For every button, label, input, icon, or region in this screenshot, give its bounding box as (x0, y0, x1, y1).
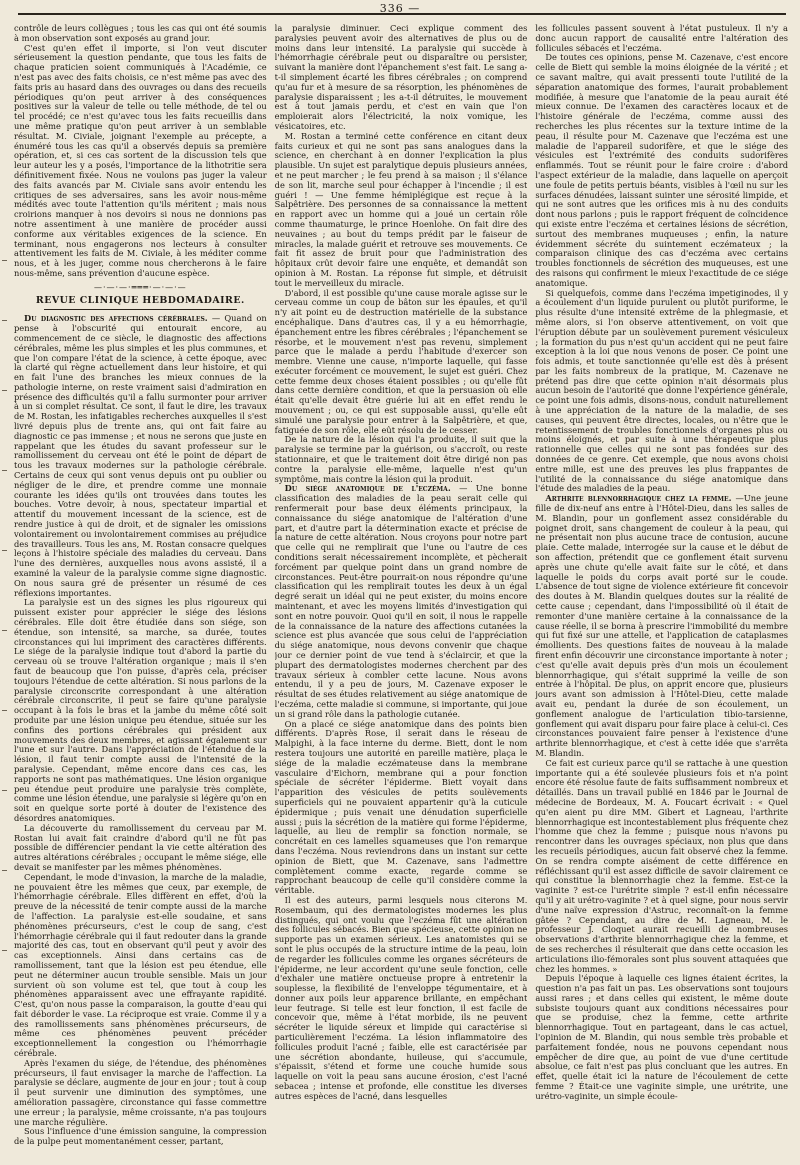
article-heading: Arthrite blennorrhagique chez la femme. (545, 493, 732, 504)
paragraph: Il est des auteurs, parmi lesquels nous citerons M. Rosembaum, qui des dermatologistes modernes les plus distingués, qui ont voulu que l'eczéma fût une altération des follicules sébacés. Bien que spécieuse, cette opinion ne supporte pas un examen sérieux. Les anatomistes qui se sont le plus occupés de la structure intime de la peau, loin de regarder les follicules comme les organes sécréteurs de l'épiderme, ne leur accordent qu'une seule fonction, celle d'exhaler une matière onctueuse propre à entretenir la souplesse, la flexibilité de l'enveloppe tégumentaire, et à donner aux poils leur apparence brillante, en empêchant leur feutrage. Si telle est leur fonction, il est facile de concevoir que, même à l'état morbide, ils ne peuvent sécréter le liquide séreux et limpide qui caractérise si particulièrement l'eczéma. La lésion inflammatoire des follicules produit l'acné ; faible, elle est caractérisée par une sécrétion abondante, huileuse, qui s'accumule, s'épaissit, s'étend et forme une couche humide sous laquelle on voit la peau sans aucune érosion, c'est l'acné sebacea ; intense et profonde, elle constitue les diverses autres espèces de l'acné, dans lesquelles (274, 894, 528, 1101)
paragraph (275, 484, 528, 719)
paragraph: Si quelquefois, comme dans l'eczéma impetiginodes, il y a écoulement d'un liquide purulent ou plutôt puriforme, le plus résulte d'une intensité extrême de la phlegmasie, et même alors, si l'on observe attentivement, on voit que l'éruption débute par un soulèvement purement vésiculeux ; la formation du pus n'est qu'un accident qui ne peut faire exception à la loi que nous venons de poser. Ce point une fois admis, et toute sanctionnée qu'elle est dès à présent par les faits nombreux de la pratique, M. Cazenave ne prétend pas dire que cette opinion n'ait désormais plus aucun besoin de l'autorité que donne l'expérience générale, ce point une fois admis, disons-nous, conduit naturellement à une appréciation de la nature de la maladie, de ses causes, qui peuvent être directes, locales, ou n'être que le retentissement de troubles fonctionnels d'organes plus ou moins éloignés, et par suite à une thérapeutique plus rationnelle que celles qui ne sont pas fondées sur des données de ce genre. Cet exemple, que nous avons choisi entre mille, est une des preuves les plus frappantes de l'utilité de la connaissance du siége anatomique dans l'étude des maladies de la peau. (535, 287, 788, 494)
paragraph-text: — Une bonne classification des maladies de la peau serait celle qui renfermerait pour base deux éléments principaux, la connaissance du siége anatomique de l'altération d'une part, et d'autre part la détermination exacte et précise de la nature de cette altération. Nous croyons pour notre part que celle qui ne remplirait que l'une ou l'autre de ces conditions serait nécessairement incomplète, et pècherait forcément par quelque point dans un grand nombre de circonstances. Peut-être pourrait-on nous répondre qu'une classification qui les remplirait toutes les deux à un égal degré serait un idéal qui ne peut exister, du moins encore maintenant, et avec les moyens limités d'investigation qui sont en notre pouvoir. Quoi qu'il en soit, il nous le rappelle de la connaissance de la nature des affections cutanées la science est plus avancée que sous celui de l'appréciation du siége anatomique, nous devons convenir que chaque jour ce dernier point de vue tend à s'éclaircir, et que la plupart des dermatologistes modernes cherchent par des travaux sérieux à combler cette lacune. Nous avons entendu, il y a peu de jours, M. Cazenave exposer le résultat de ses études relativement au siége anatomique de l'eczéma, cette maladie si commune, si importante, qui joue un si grand rôle dans la pathologie cutanée. (274, 483, 528, 719)
paragraph-text: — Quand on pense à l'obscurité qui entourait encore, au commencement de ce siècle, le diagnostic des affections cérébrales, même les plus simples et les plus communes, et que l'on compare l'état de la science, à cette époque, avec la clarté qui règne actuellement dans leur histoire, et qui en fait l'une des branches les mieux connues de la pathologie interne, on reste vraiment saisi d'admiration en présence des difficultés qu'il a fallu surmonter pour arriver à un si complet résultat. Ce sont, il faut le dire, les travaux de M. Rostan, les infatigables recherches auxquelles il s'est livré depuis plus de trente ans, qui ont fait faire au diagnostic ce pas immense ; et nous ne serons que juste en rappelant que les études du savant professeur sur le ramollissement du cerveau ont été le point de départ de tous les travaux modernes sur la pathologie cérébrale. Certains de ceux qui sont venus depuis ont pu oublier ou négliger de le dire, et prendre comme une monnaie courante les idées qu'ils ont trouvées dans toutes les bouches. Votre devoir, à nous, spectateur impartial et attentif du mouvement incessant de la science, est de rendre justice à qui de droit, et de signaler les omissions volontairement ou involontairement commises au préjudice des travailleurs. Tous les ans, M. Rostan consacre quelques leçons à l'histoire spéciale des maladies du cerveau. Dans l'une des dernières, auxquelles nous avons assisté, il a examiné la valeur de la paralysie comme signe diagnostic. On nous saura gré de présenter un résumé de ces réflexions importantes. (14, 313, 267, 598)
section-divider (44, 309, 237, 310)
article-heading: Du diagnostic des affections cérébrales. (24, 313, 208, 324)
paragraph: la paralysie diminuer. Ceci explique comment des paralysies peuvent avoir des alternatives de plus ou de moins dans leur intensité. La paralysie qui succède à l'hémorrhagie cérébrale peut ou disparaître ou persister, suivant la manière dont l'épanchement s'est fait. Le sang a-t-il simplement écarté les fibres cérébrales ; on comprend qu'au fur et à mesure de sa résorption, les phénomènes de paralysie disparaissent ; les a-t-il détruites, le mouvement est à tout jamais perdu, et c'est en vain que l'on emploierait alors l'électricité, la noix vomique, les vésicatoires, etc. (274, 24, 528, 131)
paragraph (535, 494, 788, 759)
paragraph: La découverte du ramollissement du cerveau par M. Rostan lui avait fait craindre d'abord qu'il ne fût pas possible de différencier pendant la vie cette altération des autres altérations cérébrales ; occupant le même siége, elle devait se manifester par les mêmes phénomènes. (14, 822, 267, 872)
section-ornament: —·—·—·═══·—·—·— (93, 282, 187, 292)
paragraph: Après l'examen du siége, de l'étendue, des phénomènes précurseurs, il faut envisager la marche de l'affection. La paralysie se déclare, augmente de jour en jour ; tout à coup il peut survenir une diminution des symptômes, une amélioration passagère, circonstance qui fasse commettre une erreur ; la paralysie, même croissante, n'a pas toujours une marche régulière. (14, 1057, 267, 1127)
paragraph: De toutes ces opinions, pense M. Cazenave, c'est encore celle de Biett qui semble la moins éloignée de la vérité ; et ce savant maître, qui avait pressenti toute l'utilité de la séparation anatomique des formes, l'aurait probablement modifiée, à mesure que l'anatomie de la peau aurait été mieux connue. De l'examen des caractères locaux et de l'histoire générale de l'eczéma, comme aussi des recherches les plus récentes sur la texture intime de la peau, il résulte pour M. Cazenave que l'eczéma est une maladie de l'appareil sudorifère, et que le siége des vésicules est l'extrémité des conduits sudorifères enflammés. Tout se réunit pour le faire croire : d'abord l'aspect extérieur de la maladie, dans laquelle on aperçoit une foule de petits pertuis béants, visibles à l'œil nu sur les surfaces dénudées, laissant suinter une sérosité limpide, et qui ne sont autres que les orifices mis à nu des conduits dont nous parlons ; puis le rapport fréquent de coïncidence qui existe entre l'eczéma et certaines lésions de sécrétion, surtout des membranes muqueuses ; enfin, la nature évidemment sécréte du suintement eczémateux ; la comparaison clinique des cas d'eczéma avec certains troubles fonctionnels de sécrétion des muqueuses, est une des raisons qui confirment le mieux l'exactitude de ce siége anatomique. (535, 52, 788, 288)
paragraph: La paralysie est un des signes les plus rigoureux qui puissent exister pour apprécier le siége des lésions cérébrales. Elle doit être étudiée dans son siége, son étendue, son intensité, sa marche, sa durée, toutes circonstances qui lui impriment des caractères différents. Le siége de la paralysie indique tout d'abord la partie du cerveau où se trouve l'altération organique ; mais il s'en faut de beaucoup que l'on puisse, d'après cela, préciser toujours l'étendue de cette altération. Si nous parlons de la paralysie circonscrite correspondant à une altération cérébrale circonscrite, il peut se faire qu'une paralysie occupant à la fois le bras et la jambe du même côté soit produite par une lésion unique peu étendue, située sur les confins des portions cérébrales qui président aux mouvements des deux membres, et agissant également sur l'une et sur l'autre. Dans l'appréciation de l'étendue de la lésion, il faut tenir compte aussi de l'intensité de la paralysie. Cependant, même encore dans ces cas, les rapports ne sont pas mathématiques. Une lésion organique peu étendue peut produire une paralysie très complète, comme une lésion étendue, une paralysie si légère qu'on en soit en quelque sorte porté à douter de l'existence des désordres anatomiques. (14, 597, 267, 823)
column-1 (14, 24, 267, 1154)
column-2 (275, 24, 528, 1154)
header-rule (18, 13, 786, 15)
paragraph (14, 314, 267, 598)
section-title: REVUE CLINIQUE HEBDOMADAIRE. (35, 294, 245, 306)
paragraph-text: —Une jeune fille de dix-neuf ans entre à l'Hôtel-Dieu, dans les salles de M. Blandin, pour un gonflement assez considérable du poignet droit, sans changement de couleur à la peau, qui ne présentait non plus aucune trace de contusion, aucune plaie. Cette malade, interrogée sur la cause et le début de son affection, prétendit que ce gonflement était survenu après une chute qu'elle avait faite sur le côté, et dans laquelle le poids du corps avait porté sur le coude. L'absence de tout signe de violence extérieure fit concevoir des doutes à M. Blandin quelques doutes sur la réalité de cette cause ; cependant, dans l'impossibilité où il était de remonter d'une manière certaine à la connaissance de la cause réelle, il se borna à prescrire l'immobilité du membre qui fut fixé sur une attelle, et l'application de cataplasmes émollients. Des questions faites de nouveau à la malade firent enfin découvrir une circonstance importante à noter ; c'est qu'elle avait depuis près d'un mois un écoulement blennorrhagique, qui s'était supprimé la veille de son entrée à l'hôpital. De plus, on apprit encore que, plusieurs jours avant son admission à l'Hôtel-Dieu, cette malade avait eu, pendant la durée de son écoulement, un gonflement analogue de l'articulation tibio-tarsienne, gonflement qui avait disparu pour faire place à celui-ci. Ces circonstances pouvaient faire penser à l'existence d'une arthrite blennorrhagique, et c'est à cette idée que s'arrêta M. Blandin. (535, 493, 788, 758)
article-heading: Du siége anatomique de l'eczéma. (284, 483, 451, 494)
paragraph: contrôle de leurs collègues ; tous les cas qui ont été soumis à mon observation sont exposés au grand jour. (14, 24, 267, 43)
paragraph: Depuis l'époque à laquelle ces lignes étaient écrites, la question n'a pas fait un pas. Les observations sont toujours aussi rares ; et dans celles qui existent, le même doute subsiste toujours quant aux conditions nécessaires pour que se produise, chez la femme, cette arthrite blennorrhagique. Tout en partageant, dans le cas actuel, l'opinion de M. Blandin, qui nous semble très probable et parfaitement fondée, nous ne pouvons cependant nous empêcher de dire que, au point de vue d'une certitude absolue, ce fait n'est pas plus concluant que les autres. En effet, quelle était ici la nature de l'écoulement de cette femme ? Était-ce une vaginite simple, une urétrite, une urétro-vaginite, un simple écoule- (535, 973, 788, 1101)
paragraph: D'abord, il est possible qu'une cause morale agisse sur le cerveau comme un coup de bâton sur les épaules, et qu'il n'y ait point eu de destruction matérielle de la substance encéphalique. Dans d'autres cas, il y a eu hémorrhagie, épanchement entre les fibres cérébrales ; l'épanchement se résorbe, et le mouvement n'est pas revenu, simplement parce que le malade a perdu l'habitude d'exercer son membre. Vienne une cause, n'importe laquelle, qui fasse exécuter forcément ce mouvement, le sujet est guéri. Chez cette femme deux choses étaient possibles ; ou qu'elle fût dans cette dernière condition, et que la persuasion où elle était qu'elle devait être guérie lui ait en effet rendu le mouvement ; ou, ce qui est supposable aussi, qu'elle eût simulé une paralysie pour entrer à la Salpêtrière, et que, fatiguée de son rôle, elle eût résolu de le cesser. (274, 287, 528, 435)
column-3 (535, 24, 788, 1154)
paragraph: C'est qu'en effet il importe, si l'on veut discuter sérieusement la question pendante, que tous les faits de chaque praticien soient communiqués à l'Académie, ce n'est pas avec des faits choisis, ce n'est même pas avec des faits pris au hasard dans des ouvrages ou dans des recueils périodiques qu'on peut arriver à des conséquences positives sur la valeur de telle ou telle méthode, de tel ou tel procédé; ce n'est qu'avec tous les faits recueillis dans une même pratique qu'on peut arriver à un semblable résultat. M. Civiale, joignant l'exemple au précepte, a énuméré tous les cas qu'il a observés depuis sa première opération, et, si ces cas sortent de la discussion tels que leur auteur les y a posés, l'importance de la lithotritie sera définitivement fixée. Nous ne voulons pas juger la valeur des faits avancés par M. Civiale sans avoir entendu les critiques de ses adversaires, sans les avoir nous-même médités avec toute l'attention qu'ils méritent ; mais nous croirions manquer à nos devoirs si nous ne donnions pas notre assentiment à une manière de procéder aussi conforme aux véritables exigences de la science. En terminant, nous engagerons nos lecteurs à consulter attentivement les faits de M. Civiale, à les méditer comme nous, et à les juger, comme nous chercherons à le faire nous-même, sans prévention d'aucune espèce. (14, 42, 267, 278)
paragraph: On a placé ce siége anatomique dans des points bien différents. D'après Rose, il serait dans le réseau de Malpighi, à la face interne du derme. Biett, dont le nom restera toujours une autorité en pareille matière, plaça le siége de la maladie eczémateuse dans la membrane vasculaire d'Eichorn, membrane qui a pour fonction spéciale de sécréter l'épiderme. Biett voyait dans l'apparition des vésicules de petits soulèvements superficiels qui ne pouvaient appartenir qu'à la cuticule épidermique ; puis venait une dénudation superficielle aussi ; puis la sécrétion de la matière qui forme l'épiderme, laquelle, au lieu de remplir sa fonction normale, se concrétait en ces lamelles squameuses que l'on remarque dans l'eczéma. Nous reviendrons dans un instant sur cette opinion de Biett, que M. Cazenave, sans l'admettre complètement comme exacte, regarde comme se rapprochant beaucoup de celle qu'il considère comme la véritable. (274, 718, 528, 896)
paragraph: De la nature de la lésion qui l'a produite, il suit que la paralysie se termine par la guérison, ou s'accroît, ou reste stationnaire, et que le traitement doit être dirigé non pas contre la paralysie elle-même, laquelle n'est qu'un symptôme, mais contre la lésion qui la produit. (274, 434, 528, 484)
text-columns (14, 24, 788, 1154)
paragraph: Ce fait est curieux parce qu'il se rattache à une question importante qui a été soulevée plusieurs fois et n'a point encore été résolue faute de faits suffisamment nombreux et détaillés. Dans un travail publié en 1846 par le Journal de médecine de Bordeaux, M. A. Foucart écrivait : « Quel qu'en aient pu dire MM. Gibert et Lagneau, l'arthrite blennorrhagique est incontestablement plus fréquente chez l'homme que chez la femme ; puisque nous n'avons pu rencontrer dans les ouvrages spéciaux, non plus que dans les recueils périodiques, aucun fait observé chez la femme. On se rendra compte aisément de cette différence en réfléchissant qu'il est assez difficile de savoir clairement ce qui constitue la blennorrhagie chez la femme. Est-ce la vaginite ? est-ce l'urétrite simple ? est-il enfin nécessaire qu'il y ait urétro-vaginite ? et à quel signe, pour nous servir d'une naïve expression d'Astruc, reconnaît-on la femme gâtée ? Cependant, au dire de M. Lagneau, M. le professeur J. Cloquet aurait recueilli de nombreuses observations d'arthrite blennorrhagique chez la femme, et de ses recherches il résulterait que dans cette occasion les articulations ilio-fémorales sont plus souvent attaquées que chez les hommes. » (535, 757, 788, 974)
margin-marks (2, 260, 8, 960)
paragraph: les follicules passent souvent à l'état pustuleux. Il n'y a donc aucun rapport de causalité entre l'altération des follicules sébacés et l'eczéma. (535, 24, 788, 53)
paragraph: M. Rostan a terminé cette conférence en citant deux faits curieux et qui ne sont pas sans analogues dans la science, en cherchant à en donner l'explication la plus plausible. Un sujet est paralytique depuis plusieurs années, et ne peut marcher ; le feu prend à sa maison ; il s'élance de son lit, marche seul pour échapper à l'incendie ; il est guéri ! — Une femme hémiplégique est reçue à la Salpêtrière. Des personnes de sa connaissance la mettent en rapport avec un homme qui a joué un certain rôle comme thaumaturge, le prince Hoenlohe. On fait dire des neuvaines ; au bout du temps prédit par le faiseur de miracles, la malade guérit et retrouve ses mouvements. Ce fait fit assez de bruit pour que l'administration des hôpitaux crût devoir faire une enquête, et demandât son opinion à M. Rostan. La réponse fut simple, et détruisit tout le merveilleux du miracle. (274, 130, 528, 288)
paragraph: Cependant, le mode d'invasion, la marche de la maladie, ne pouvaient être les mêmes que ceux, par exemple, de l'hémorrhagie cérébrale. Elles diffèrent en effet, d'où la preuve de la nécessité de tenir compte aussi de la marche de l'affection. La paralysie est-elle soudaine, et sans phénomènes précurseurs, c'est le coup de sang, c'est l'hémorrhagie cérébrale qui il faut redouter dans la grande majorité des cas, tout en observant qu'il peut y avoir des cas exceptionnels. Ainsi dans certains cas de ramollissement, tant que la lésion est peu étendue, elle peut ne déterminer aucun trouble sensible. Mais un jour survient où son volume est tel, que tout à coup les phénomènes apparaissent avec une effrayante rapidité. C'est, qu'on nous passe la comparaison, la goutte d'eau qui fait déborder le vase. La réciproque est vraie. Comme il y a des ramollissements sans phénomènes précurseurs, de même ces phénomènes peuvent précéder exceptionnellement la congestion ou l'hémorrhagie cérébrale. (14, 871, 267, 1059)
page-number: 336 — (379, 2, 421, 15)
paragraph: Sous l'influence d'une émission sanguine, la compression de la pulpe peut momentanément cesser, partant, (14, 1126, 267, 1147)
